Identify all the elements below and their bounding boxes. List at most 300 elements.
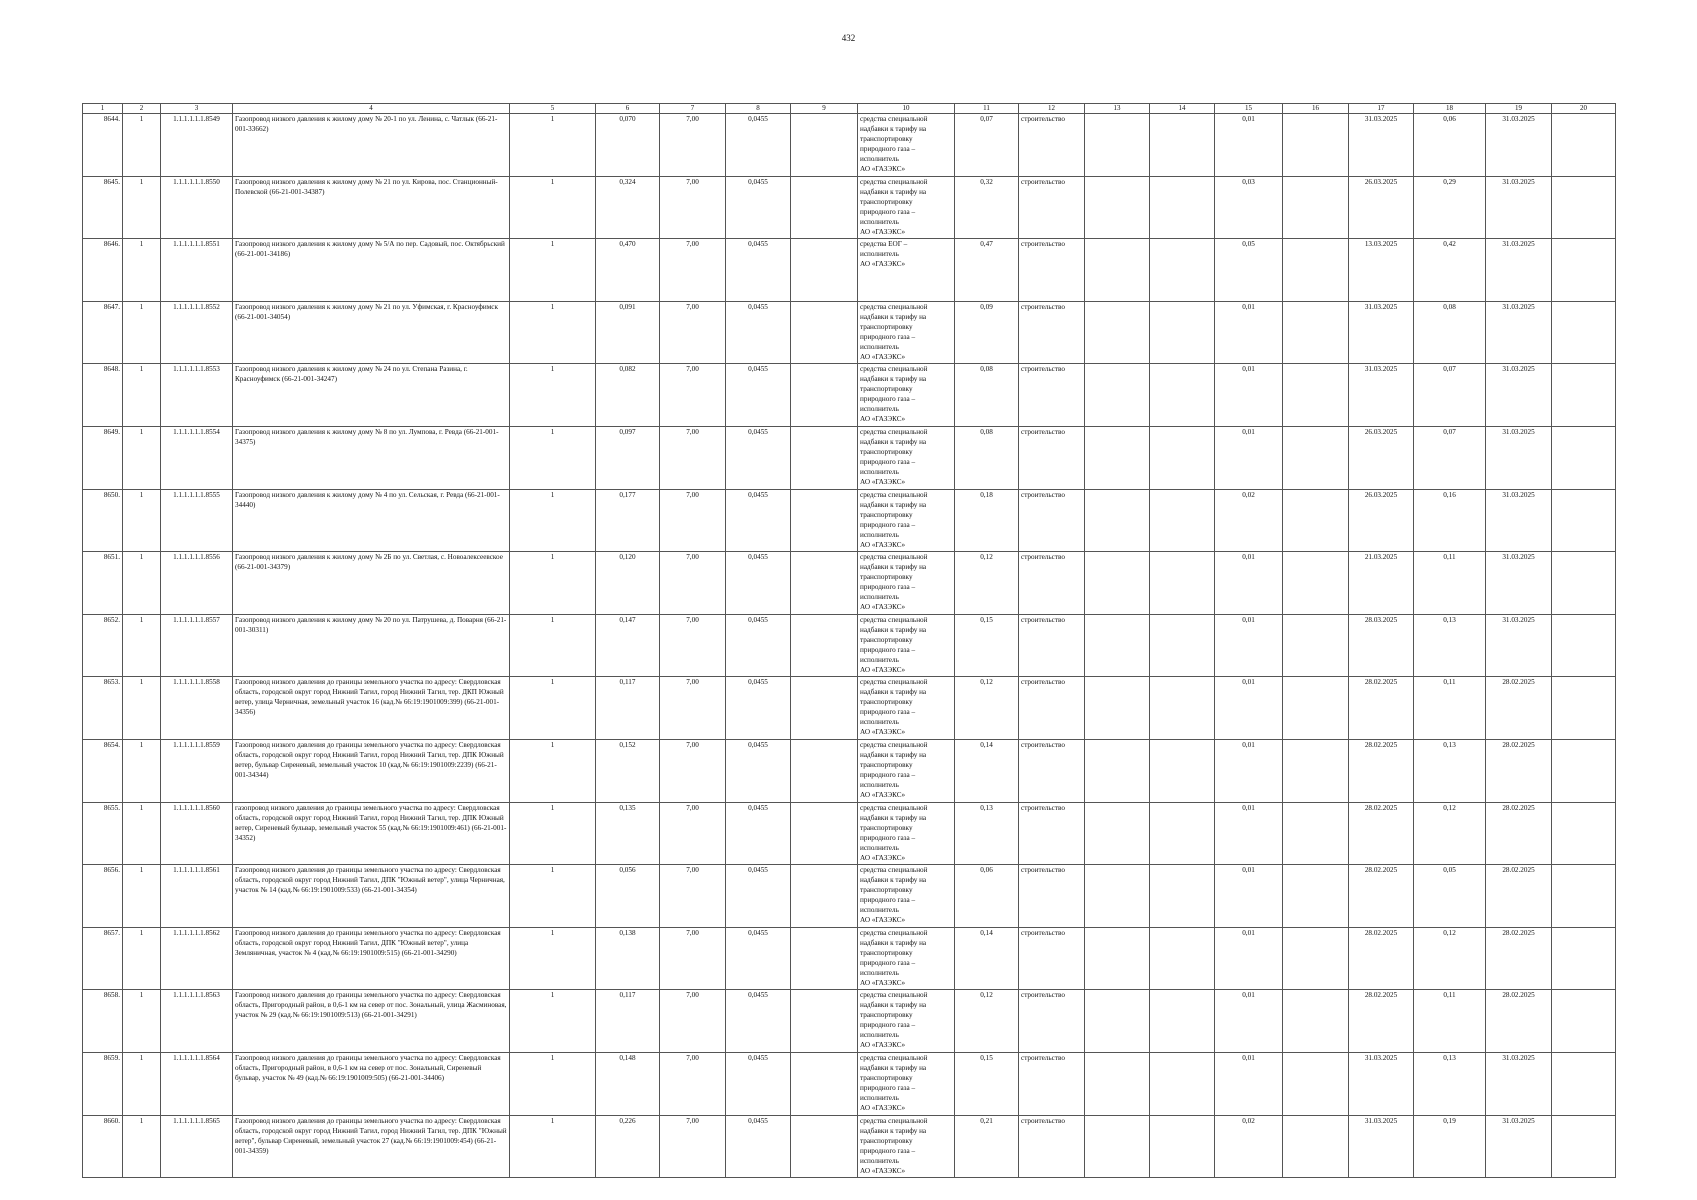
table-row [83,364,1616,427]
date-end: 31.03.2025 [1486,614,1552,677]
col-9 [791,927,858,990]
col-8: 0,0455 [726,364,791,427]
table-row [83,1052,1616,1115]
col-5: 1 [510,176,596,239]
col-7: 7,00 [660,865,726,928]
col-14 [1150,114,1215,177]
col-9 [791,239,858,302]
row-code: 1.1.1.1.1.1.8553 [161,364,233,427]
row-number: 8647. [83,301,123,364]
col-16 [1283,1115,1349,1178]
financing-source: средства специальной надбавки к тарифу на транспортировку природного газа – исполнитель АО «ГАЗЭКС» [858,802,955,865]
table-row [83,677,1616,740]
col-7: 7,00 [660,489,726,552]
date-start: 26.03.2025 [1349,489,1414,552]
stage: строительство [1019,239,1085,302]
stage: строительство [1019,114,1085,177]
col-7: 7,00 [660,552,726,615]
col-13 [1085,865,1150,928]
row-number: 8651. [83,552,123,615]
col-13 [1085,739,1150,802]
col-15: 0,05 [1215,239,1283,302]
col-6: 0,082 [596,364,660,427]
column-number: 8 [726,104,791,114]
table-row [83,301,1616,364]
col-5: 1 [510,1052,596,1115]
col-2: 1 [123,176,161,239]
col-14 [1150,426,1215,489]
date-end: 31.03.2025 [1486,114,1552,177]
date-end: 28.02.2025 [1486,739,1552,802]
col-18: 0,13 [1414,614,1486,677]
object-description: Газопровод низкого давления к жилому дому № 20 по ул. Патрушева, д. Поварня (66-21-001-30311) [233,614,510,677]
row-number: 8652. [83,614,123,677]
col-15: 0,01 [1215,552,1283,615]
col-5: 1 [510,364,596,427]
col-5: 1 [510,239,596,302]
row-number: 8657. [83,927,123,990]
col-2: 1 [123,301,161,364]
col-16 [1283,677,1349,740]
financing-source: средства специальной надбавки к тарифу на транспортировку природного газа – исполнитель АО «ГАЗЭКС» [858,865,955,928]
row-code: 1.1.1.1.1.1.8559 [161,739,233,802]
column-number: 10 [858,104,955,114]
col-15: 0,01 [1215,927,1283,990]
col-14 [1150,301,1215,364]
object-description: Газопровод низкого давления до границы земельного участка по адресу: Свердловская область, городской округ город Нижний Тагил, город Нижний Тагил, тер. ДКП Южный ветер, улица Черничная, земельный участок 16 (кад.№ 66:19:1901009:399) (66-21-001-34356) [233,677,510,740]
col-9 [791,552,858,615]
column-number: 14 [1150,104,1215,114]
column-number: 18 [1414,104,1486,114]
col-15: 0,01 [1215,614,1283,677]
table-row [83,176,1616,239]
col-16 [1283,239,1349,302]
col-9 [791,614,858,677]
col-9 [791,1115,858,1178]
col-18: 0,16 [1414,489,1486,552]
date-start: 31.03.2025 [1349,301,1414,364]
col-5: 1 [510,301,596,364]
col-16 [1283,802,1349,865]
stage: строительство [1019,802,1085,865]
col-13 [1085,176,1150,239]
stage: строительство [1019,301,1085,364]
object-description: Газопровод низкого давления к жилому дому № 4 по ул. Сельская, г. Ревда (66-21-001-34440) [233,489,510,552]
object-description: газопровод низкого давления до границы земельного участка по адресу: Свердловская область, городской округ город Нижний Тагил, город Нижний Тагил, тер. ДПК Южный ветер, Сиреневый бульвар, земельный участок 55 (кад.№ 66:19:1901009:461) (66-21-001-34352) [233,802,510,865]
col-14 [1150,1052,1215,1115]
col-14 [1150,364,1215,427]
financing-source: средства специальной надбавки к тарифу на транспортировку природного газа – исполнитель АО «ГАЗЭКС» [858,301,955,364]
stage: строительство [1019,677,1085,740]
col-20 [1552,176,1616,239]
table-row [83,426,1616,489]
col-6: 0,117 [596,990,660,1053]
col-6: 0,117 [596,677,660,740]
date-start: 28.02.2025 [1349,677,1414,740]
column-number: 12 [1019,104,1085,114]
col-18: 0,12 [1414,802,1486,865]
col-13 [1085,301,1150,364]
table-row [83,239,1616,302]
col-11: 0,13 [955,802,1019,865]
col-2: 1 [123,1052,161,1115]
table-row [83,1115,1616,1178]
col-2: 1 [123,927,161,990]
financing-source: средства специальной надбавки к тарифу на транспортировку природного газа – исполнитель АО «ГАЗЭКС» [858,1052,955,1115]
row-number: 8648. [83,364,123,427]
col-20 [1552,552,1616,615]
col-14 [1150,489,1215,552]
col-6: 0,056 [596,865,660,928]
col-13 [1085,927,1150,990]
col-7: 7,00 [660,990,726,1053]
col-15: 0,01 [1215,114,1283,177]
column-number: 4 [233,104,510,114]
col-18: 0,11 [1414,552,1486,615]
col-20 [1552,114,1616,177]
col-11: 0,21 [955,1115,1019,1178]
date-start: 28.03.2025 [1349,614,1414,677]
date-start: 31.03.2025 [1349,364,1414,427]
stage: строительство [1019,739,1085,802]
col-15: 0,03 [1215,176,1283,239]
col-7: 7,00 [660,364,726,427]
col-5: 1 [510,990,596,1053]
row-code: 1.1.1.1.1.1.8561 [161,865,233,928]
col-14 [1150,239,1215,302]
financing-source: средства специальной надбавки к тарифу на транспортировку природного газа – исполнитель АО «ГАЗЭКС» [858,176,955,239]
financing-source: средства специальной надбавки к тарифу на транспортировку природного газа – исполнитель АО «ГАЗЭКС» [858,489,955,552]
row-code: 1.1.1.1.1.1.8552 [161,301,233,364]
row-code: 1.1.1.1.1.1.8551 [161,239,233,302]
col-20 [1552,865,1616,928]
object-description: Газопровод низкого давления до границы земельного участка по адресу: Свердловская область, Пригородный район, в 0,6-1 км на север от пос. Зональный, Сиреневый бульвар, участок № 49 (кад.№ 66:19:1901009:505) (66-21-001-34406) [233,1052,510,1115]
col-6: 0,091 [596,301,660,364]
row-code: 1.1.1.1.1.1.8556 [161,552,233,615]
col-6: 0,470 [596,239,660,302]
stage: строительство [1019,364,1085,427]
object-description: Газопровод низкого давления к жилому дому № 24 по ул. Степана Разина, г. Красноуфимск (66-21-001-34247) [233,364,510,427]
date-end: 31.03.2025 [1486,552,1552,615]
date-start: 13.03.2025 [1349,239,1414,302]
stage: строительство [1019,865,1085,928]
col-7: 7,00 [660,1052,726,1115]
date-start: 28.02.2025 [1349,927,1414,990]
date-start: 28.02.2025 [1349,865,1414,928]
stage: строительство [1019,426,1085,489]
row-number: 8644. [83,114,123,177]
col-8: 0,0455 [726,114,791,177]
financing-source: средства специальной надбавки к тарифу на транспортировку природного газа – исполнитель АО «ГАЗЭКС» [858,927,955,990]
col-6: 0,152 [596,739,660,802]
row-code: 1.1.1.1.1.1.8550 [161,176,233,239]
col-2: 1 [123,990,161,1053]
col-5: 1 [510,802,596,865]
row-code: 1.1.1.1.1.1.8562 [161,927,233,990]
stage: строительство [1019,1052,1085,1115]
object-description: Газопровод низкого давления к жилому дому № 20-1 по ул. Ленина, с. Чатлык (66-21-001-33662) [233,114,510,177]
col-13 [1085,364,1150,427]
col-20 [1552,927,1616,990]
col-15: 0,01 [1215,739,1283,802]
col-5: 1 [510,739,596,802]
col-2: 1 [123,239,161,302]
col-7: 7,00 [660,927,726,990]
col-5: 1 [510,1115,596,1178]
financing-source: средства специальной надбавки к тарифу на транспортировку природного газа – исполнитель АО «ГАЗЭКС» [858,739,955,802]
col-14 [1150,552,1215,615]
col-16 [1283,176,1349,239]
object-description: Газопровод низкого давления до границы земельного участка по адресу: Свердловская область, городской округ город Нижний Тагил, город Нижний Тагил, тер. ДПК "Южный ветер", бульвар Сиреневый, земельный участок 27 (кад.№ 66:19:1901009:454) (66-21-001-34359) [233,1115,510,1178]
financing-source: средства ЕОГ – исполнитель АО «ГАЗЭКС» [858,239,955,302]
row-number: 8658. [83,990,123,1053]
col-6: 0,148 [596,1052,660,1115]
table-row [83,489,1616,552]
financing-source: средства специальной надбавки к тарифу на транспортировку природного газа – исполнитель АО «ГАЗЭКС» [858,677,955,740]
col-9 [791,1052,858,1115]
col-2: 1 [123,802,161,865]
col-2: 1 [123,364,161,427]
col-15: 0,01 [1215,426,1283,489]
col-6: 0,070 [596,114,660,177]
table-row [83,614,1616,677]
financing-source: средства специальной надбавки к тарифу на транспортировку природного газа – исполнитель АО «ГАЗЭКС» [858,614,955,677]
table-row [83,865,1616,928]
col-14 [1150,739,1215,802]
col-9 [791,301,858,364]
object-description: Газопровод низкого давления к жилому дому № 8 по ул. Лумпова, г. Ревда (66-21-001-34375) [233,426,510,489]
stage: строительство [1019,927,1085,990]
date-end: 31.03.2025 [1486,364,1552,427]
column-number: 9 [791,104,858,114]
row-number: 8660. [83,1115,123,1178]
row-code: 1.1.1.1.1.1.8554 [161,426,233,489]
col-2: 1 [123,114,161,177]
col-7: 7,00 [660,301,726,364]
col-11: 0,08 [955,426,1019,489]
col-13 [1085,426,1150,489]
col-8: 0,0455 [726,239,791,302]
col-20 [1552,239,1616,302]
col-18: 0,07 [1414,426,1486,489]
col-13 [1085,1115,1150,1178]
financing-source: средства специальной надбавки к тарифу на транспортировку природного газа – исполнитель АО «ГАЗЭКС» [858,364,955,427]
col-6: 0,138 [596,927,660,990]
column-number: 16 [1283,104,1349,114]
financing-source: средства специальной надбавки к тарифу на транспортировку природного газа – исполнитель АО «ГАЗЭКС» [858,114,955,177]
row-code: 1.1.1.1.1.1.8555 [161,489,233,552]
col-8: 0,0455 [726,677,791,740]
col-16 [1283,990,1349,1053]
col-8: 0,0455 [726,990,791,1053]
column-number: 13 [1085,104,1150,114]
date-end: 28.02.2025 [1486,990,1552,1053]
col-2: 1 [123,552,161,615]
col-8: 0,0455 [726,301,791,364]
col-15: 0,01 [1215,990,1283,1053]
col-9 [791,802,858,865]
col-9 [791,114,858,177]
row-code: 1.1.1.1.1.1.8565 [161,1115,233,1178]
col-7: 7,00 [660,426,726,489]
col-20 [1552,677,1616,740]
col-13 [1085,1052,1150,1115]
col-5: 1 [510,927,596,990]
col-20 [1552,739,1616,802]
col-20 [1552,1052,1616,1115]
date-end: 28.02.2025 [1486,802,1552,865]
row-number: 8653. [83,677,123,740]
col-8: 0,0455 [726,489,791,552]
object-description: Газопровод низкого давления до границы земельного участка по адресу: Свердловская область, Пригородный район, в 0,6-1 км на север от пос. Зональный, улица Жасминовая, участок № 29 (кад.№ 66:19:1901009:513) (66-21-001-34291) [233,990,510,1053]
column-number: 7 [660,104,726,114]
col-5: 1 [510,552,596,615]
col-14 [1150,990,1215,1053]
col-15: 0,01 [1215,677,1283,740]
col-20 [1552,489,1616,552]
col-13 [1085,614,1150,677]
col-7: 7,00 [660,614,726,677]
date-start: 31.03.2025 [1349,114,1414,177]
col-9 [791,176,858,239]
col-7: 7,00 [660,802,726,865]
stage: строительство [1019,176,1085,239]
date-end: 28.02.2025 [1486,927,1552,990]
financing-source: средства специальной надбавки к тарифу на транспортировку природного газа – исполнитель АО «ГАЗЭКС» [858,552,955,615]
row-number: 8659. [83,1052,123,1115]
col-8: 0,0455 [726,927,791,990]
date-start: 28.02.2025 [1349,802,1414,865]
column-number: 3 [161,104,233,114]
col-15: 0,02 [1215,489,1283,552]
column-number: 5 [510,104,596,114]
table-row [83,927,1616,990]
col-18: 0,08 [1414,301,1486,364]
financing-source: средства специальной надбавки к тарифу на транспортировку природного газа – исполнитель АО «ГАЗЭКС» [858,426,955,489]
col-18: 0,13 [1414,1052,1486,1115]
col-16 [1283,614,1349,677]
column-number: 11 [955,104,1019,114]
table-row [83,114,1616,177]
register-table [82,103,1616,1178]
col-6: 0,097 [596,426,660,489]
col-9 [791,865,858,928]
date-start: 31.03.2025 [1349,1052,1414,1115]
row-number: 8646. [83,239,123,302]
column-number-row [83,104,1616,114]
col-8: 0,0455 [726,802,791,865]
col-6: 0,177 [596,489,660,552]
col-2: 1 [123,426,161,489]
col-9 [791,990,858,1053]
date-end: 28.02.2025 [1486,865,1552,928]
financing-source: средства специальной надбавки к тарифу на транспортировку природного газа – исполнитель АО «ГАЗЭКС» [858,990,955,1053]
column-number: 17 [1349,104,1414,114]
row-number: 8650. [83,489,123,552]
table-row [83,739,1616,802]
object-description: Газопровод низкого давления к жилому дому № 5/А по пер. Садовый, пос. Октябрьский (66-21-001-34186) [233,239,510,302]
col-20 [1552,301,1616,364]
col-14 [1150,927,1215,990]
col-16 [1283,364,1349,427]
date-start: 28.02.2025 [1349,990,1414,1053]
col-6: 0,226 [596,1115,660,1178]
col-18: 0,11 [1414,990,1486,1053]
col-16 [1283,114,1349,177]
stage: строительство [1019,489,1085,552]
table-row [83,552,1616,615]
col-6: 0,120 [596,552,660,615]
col-18: 0,13 [1414,739,1486,802]
col-7: 7,00 [660,677,726,740]
col-11: 0,12 [955,990,1019,1053]
column-number: 15 [1215,104,1283,114]
col-16 [1283,552,1349,615]
page-number: 432 [841,33,856,43]
date-start: 26.03.2025 [1349,176,1414,239]
column-number: 2 [123,104,161,114]
row-code: 1.1.1.1.1.1.8560 [161,802,233,865]
row-number: 8655. [83,802,123,865]
col-18: 0,11 [1414,677,1486,740]
col-6: 0,135 [596,802,660,865]
col-14 [1150,677,1215,740]
col-11: 0,18 [955,489,1019,552]
column-number: 6 [596,104,660,114]
col-11: 0,14 [955,739,1019,802]
col-9 [791,739,858,802]
col-9 [791,489,858,552]
date-start: 21.03.2025 [1349,552,1414,615]
col-14 [1150,865,1215,928]
col-11: 0,12 [955,552,1019,615]
col-20 [1552,1115,1616,1178]
col-16 [1283,489,1349,552]
col-2: 1 [123,614,161,677]
col-14 [1150,1115,1215,1178]
col-7: 7,00 [660,239,726,302]
col-2: 1 [123,1115,161,1178]
date-start: 28.02.2025 [1349,739,1414,802]
col-20 [1552,614,1616,677]
col-18: 0,19 [1414,1115,1486,1178]
col-11: 0,47 [955,239,1019,302]
col-11: 0,15 [955,1052,1019,1115]
col-7: 7,00 [660,176,726,239]
col-18: 0,29 [1414,176,1486,239]
col-11: 0,14 [955,927,1019,990]
col-2: 1 [123,739,161,802]
financing-source: средства специальной надбавки к тарифу на транспортировку природного газа – исполнитель АО «ГАЗЭКС» [858,1115,955,1178]
col-6: 0,147 [596,614,660,677]
object-description: Газопровод низкого давления к жилому дому № 21 по ул. Уфимская, г. Красноуфимск (66-21-001-34054) [233,301,510,364]
date-start: 31.03.2025 [1349,1115,1414,1178]
col-13 [1085,802,1150,865]
col-11: 0,15 [955,614,1019,677]
date-end: 31.03.2025 [1486,301,1552,364]
col-5: 1 [510,677,596,740]
col-18: 0,12 [1414,927,1486,990]
row-number: 8656. [83,865,123,928]
col-20 [1552,990,1616,1053]
col-14 [1150,176,1215,239]
column-number: 19 [1486,104,1552,114]
col-16 [1283,1052,1349,1115]
object-description: Газопровод низкого давления до границы земельного участка по адресу: Свердловская область, городской округ город Нижний Тагил, ДПК "Южный ветер", улица Черничная, участок № 14 (кад.№ 66:19:1901009:533) (66-21-001-34354) [233,865,510,928]
col-8: 0,0455 [726,426,791,489]
col-11: 0,08 [955,364,1019,427]
col-7: 7,00 [660,114,726,177]
